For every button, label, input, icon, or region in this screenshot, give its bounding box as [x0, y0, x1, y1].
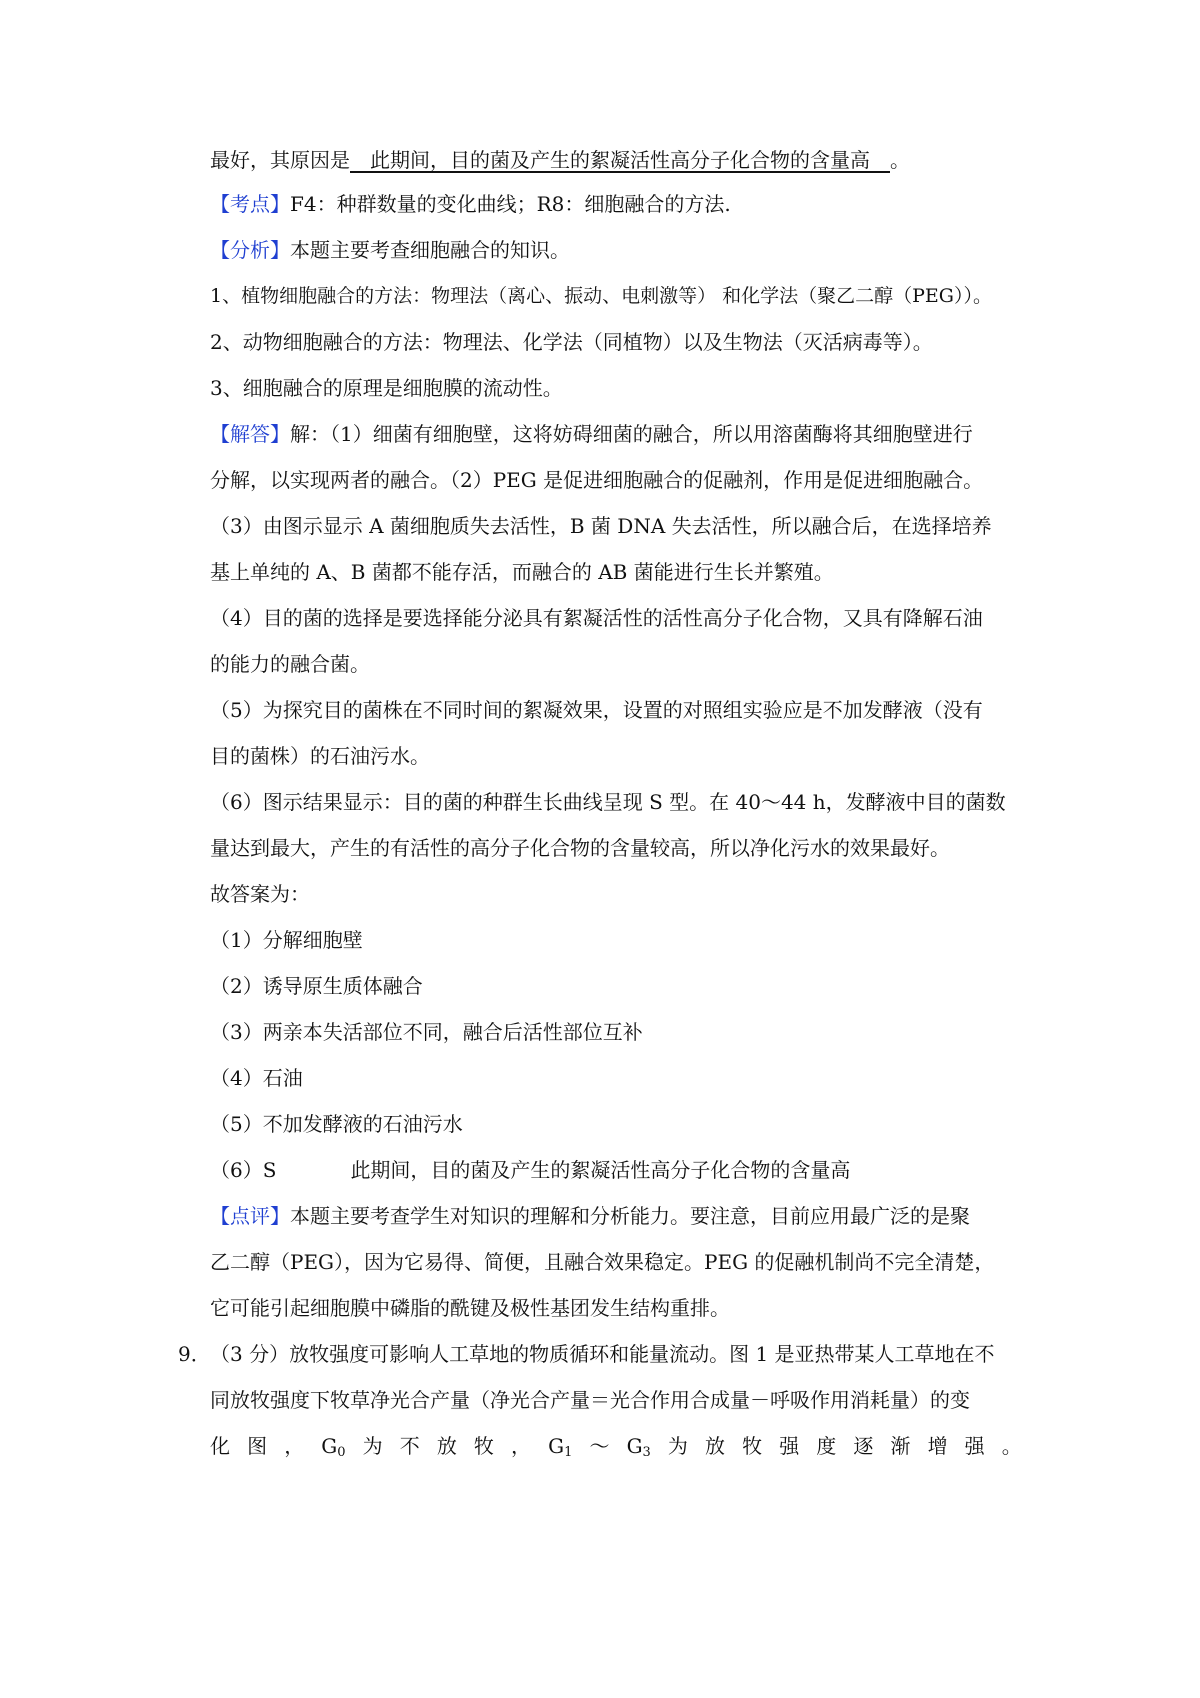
q9-word: 牧 [742, 1434, 763, 1458]
q9-word: 放 [436, 1434, 457, 1458]
dianping-line [210, 1202, 1030, 1230]
answer-4: （4）石油 [210, 1066, 303, 1090]
answer-5: （5）不加发酵液的石油污水 [210, 1112, 463, 1136]
answer-6-part-b: 此期间，目的菌及产生的絮凝活性高分子化合物的含量高 [350, 1158, 851, 1182]
g3-letter: G [626, 1434, 643, 1458]
answer-intro: 故答案为： [210, 882, 310, 906]
question-9-number: 9． [178, 1342, 211, 1366]
g3-symbol [627, 1432, 651, 1467]
answer-6-part-a: （6）S [210, 1158, 277, 1182]
jieda-tag: 【解答】 [210, 422, 290, 446]
solution-5-line-2: 目的菌株）的石油污水。 [210, 744, 430, 768]
answer-1: （1）分解细胞壁 [210, 928, 363, 952]
jieda-text: 解：（1）细菌有细胞壁，这将妨碍细菌的融合，所以用溶菌酶将其细胞壁进行 [290, 422, 973, 446]
question-9-line-3 [210, 1432, 1022, 1467]
q9-word: 强 [964, 1434, 985, 1458]
q9-word: 放 [705, 1434, 726, 1458]
kaodian-text: F4：种群数量的变化曲线；R8：细胞融合的方法. [290, 192, 731, 216]
q9-word: 逐 [853, 1434, 874, 1458]
reason-answer-blank: 此期间，目的菌及产生的絮凝活性高分子化合物的含量高 [350, 148, 890, 172]
q9-word: 化 [210, 1434, 230, 1458]
g1-letter: G [548, 1434, 565, 1458]
solution-5-line-1: （5）为探究目的菌株在不同时间的絮凝效果，设置的对照组实验应是不加发酵液（没有 [210, 698, 983, 722]
q9-word: 不 [399, 1434, 420, 1458]
q9-word: ～ [589, 1434, 610, 1458]
q9-word: 图 [247, 1434, 268, 1458]
analysis-point-3: 3、细胞融合的原理是细胞膜的流动性。 [210, 376, 563, 400]
g1-subscript: 1 [564, 1445, 573, 1460]
solution-4-line-1: （4）目的菌的选择是要选择能分泌具有絮凝活性的活性高分子化合物，又具有降解石油 [210, 606, 983, 630]
g1-symbol [548, 1432, 572, 1467]
dianping-line-2: 乙二醇（PEG），因为它易得、简便，且融合效果稳定。PEG 的促融机制尚不完全清楚， [210, 1250, 995, 1274]
g0-letter: G [321, 1434, 338, 1458]
q9-word: 增 [927, 1434, 948, 1458]
kaodian-line [210, 190, 1030, 218]
question-9-line-1: （3 分）放牧强度可影响人工草地的物质循环和能量流动。图 1 是亚热带某人工草地在不 [210, 1342, 995, 1366]
q9-word: 。 [1001, 1434, 1022, 1458]
fenxi-tag: 【分析】 [210, 238, 290, 262]
solution-3-line-2: 基上单纯的 A、B 菌都不能存活，而融合的 AB 菌能进行生长并繁殖。 [210, 560, 834, 584]
q9-word: 牧 [473, 1434, 494, 1458]
answer-3: （3）两亲本失活部位不同，融合后活性部位互补 [210, 1020, 643, 1044]
q9-word: ， [511, 1434, 532, 1458]
dianping-tag: 【点评】 [210, 1204, 290, 1228]
kaodian-tag: 【考点】 [210, 192, 290, 216]
g0-subscript: 0 [337, 1445, 346, 1460]
analysis-point-1: 1、植物细胞融合的方法：物理法（离心、振动、电刺激等） 和化学法（聚乙二醇（PEG））。 [210, 285, 992, 307]
g3-subscript: 3 [642, 1445, 651, 1460]
dianping-text: 本题主要考查学生对知识的理解和分析能力。要注意，目前应用最广泛的是聚 [290, 1204, 970, 1228]
reason-prefix: 最好，其原因是 [210, 148, 350, 172]
reason-line [210, 146, 1030, 174]
q9-word: 渐 [890, 1434, 911, 1458]
solution-4-line-2: 的能力的融合菌。 [210, 652, 370, 676]
reason-suffix: 。 [890, 148, 910, 172]
analysis-point-2: 2、动物细胞融合的方法：物理法、化学法（同植物）以及生物法（灭活病毒等）。 [210, 330, 933, 354]
q9-word: 强 [779, 1434, 800, 1458]
q9-word: ， [284, 1434, 305, 1458]
solution-6-line-2: 量达到最大，产生的有活性的高分子化合物的含量较高，所以净化污水的效果最好。 [210, 836, 950, 860]
g0-symbol [321, 1432, 345, 1467]
solution-6-line-1: （6）图示结果显示：目的菌的种群生长曲线呈现 S 型。在 40～44 h，发酵液中目的菌数 [210, 790, 1006, 814]
fenxi-line [210, 236, 1030, 264]
fenxi-text: 本题主要考查细胞融合的知识。 [290, 238, 570, 262]
answer-2: （2）诱导原生质体融合 [210, 974, 423, 998]
jieda-line [210, 420, 1030, 448]
answer-6 [210, 1156, 1030, 1184]
jieda-line-2: 分解，以实现两者的融合。（2）PEG 是促进细胞融合的促融剂，作用是促进细胞融合。 [210, 468, 984, 492]
q9-word: 为 [667, 1434, 688, 1458]
dianping-line-3: 它可能引起细胞膜中磷脂的酰键及极性基团发生结构重排。 [210, 1296, 730, 1320]
question-9-line-2: 同放牧强度下牧草净光合产量（净光合产量＝光合作用合成量－呼吸作用消耗量）的变 [210, 1388, 970, 1412]
q9-word: 度 [816, 1434, 837, 1458]
solution-3-line-1: （3）由图示显示 A 菌细胞质失去活性，B 菌 DNA 失去活性，所以融合后，在选择培养 [210, 514, 992, 538]
q9-word: 为 [362, 1434, 383, 1458]
